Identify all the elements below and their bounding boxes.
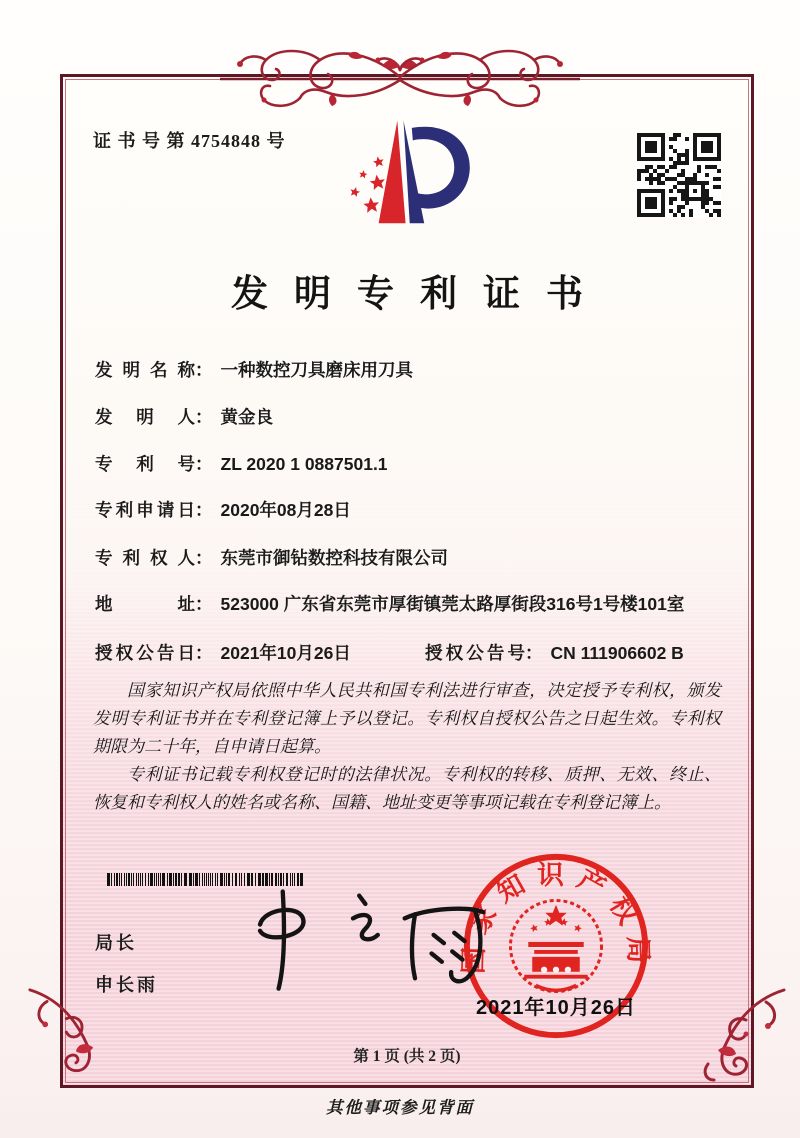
field-label: 专利号 — [95, 454, 195, 474]
field-label: 地址 — [95, 594, 195, 614]
field-inventor — [95, 404, 723, 430]
field-value: 一种数控刀具磨床用刀具 — [220, 360, 413, 380]
field-label: 发明人 — [95, 407, 195, 427]
seal-text: 国家知识产权局 — [458, 860, 654, 975]
field-patentee — [95, 545, 723, 571]
director-title: 局长 — [95, 933, 137, 953]
field-patent-number — [95, 451, 723, 477]
field-grant-row — [95, 640, 723, 666]
field-colon: ： — [195, 594, 213, 614]
national-emblem-icon — [510, 900, 601, 992]
legal-paragraph-2: 专利证书记载专利权登记时的法律状况。专利权的转移、质押、无效、终止、恢复和专利权人的姓名或名称、国籍、地址变更等事项记载在专利登记簿上。 — [93, 765, 721, 813]
field-label: 专利申请日 — [95, 500, 195, 520]
field-colon: ： — [525, 643, 543, 663]
field-colon: ： — [195, 454, 213, 474]
certificate-title: 发明专利证书 — [231, 273, 609, 314]
field-colon: ： — [195, 407, 213, 427]
director-signature — [198, 879, 508, 997]
field-grant-number — [425, 640, 723, 666]
field-label: 专利权人 — [95, 548, 195, 568]
field-address — [95, 591, 723, 617]
director-name: 申长雨 — [95, 975, 158, 995]
legal-body-text — [93, 677, 721, 817]
field-value: 2021年10月26日 — [220, 643, 351, 663]
field-value: 黄金良 — [220, 407, 273, 427]
field-label: 授权公告日 — [95, 643, 195, 663]
bottom-left-flourish-icon — [26, 986, 122, 1082]
field-application-date — [95, 497, 723, 523]
qr-code — [637, 133, 721, 217]
field-colon: ： — [195, 360, 213, 380]
field-value: CN 111906602 B — [550, 643, 684, 663]
field-value: 东莞市御钻数控科技有限公司 — [220, 548, 448, 568]
field-value: 2020年08月28日 — [220, 500, 351, 520]
certificate-number: 证 书 号 第 4754848 号 — [93, 131, 286, 151]
field-grant-date — [95, 640, 425, 666]
bottom-right-flourish-icon — [688, 986, 788, 1086]
cnipa-logo-icon — [331, 119, 476, 229]
field-colon: ： — [195, 643, 213, 663]
field-label: 授权公告号 — [425, 643, 525, 663]
field-value: ZL 2020 1 0887501.1 — [220, 454, 388, 474]
top-flourish-ornament-icon — [220, 40, 580, 114]
back-note: 其他事项参见背面 — [326, 1098, 474, 1117]
page-number: 第 1 页 (共 2 页) — [353, 1048, 461, 1065]
field-colon: ： — [195, 500, 213, 520]
legal-paragraph-1: 国家知识产权局依照中华人民共和国专利法进行审查，决定授予专利权，颁发发明专利证书并在专利登记簿上予以登记。专利权自授权公告之日起生效。专利权期限为二十年，自申请日起算。 — [93, 681, 721, 757]
field-invention-name — [95, 357, 723, 383]
seal-date: 2021年10月26日 — [476, 997, 636, 1019]
field-colon: ： — [195, 548, 213, 568]
certificate-frame — [60, 74, 754, 1088]
field-value: 523000 广东省东莞市厚街镇莞太路厚街段316号1号楼101室 — [220, 594, 685, 614]
field-label: 发明名称 — [95, 360, 195, 380]
